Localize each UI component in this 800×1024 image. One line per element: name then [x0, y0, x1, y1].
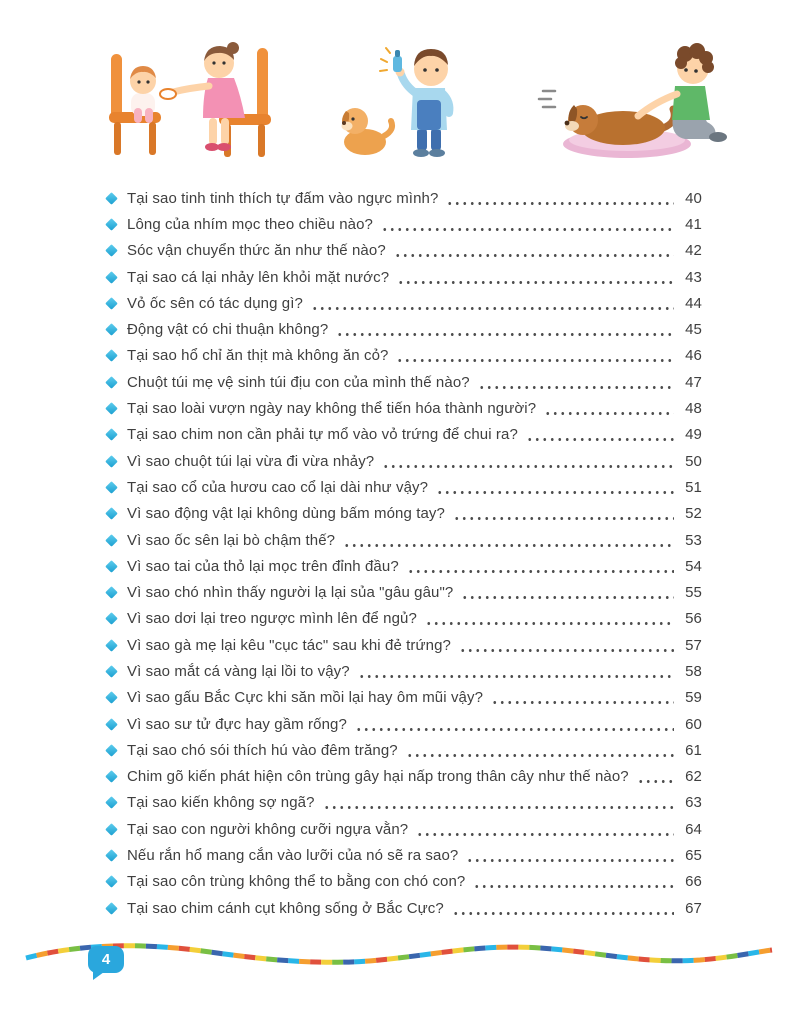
toc-entry	[104, 527, 702, 553]
diamond-bullet-icon	[105, 691, 118, 704]
dot-leader	[397, 281, 674, 284]
toc-entry-title: Lông của nhím mọc theo chiều nào?	[127, 215, 373, 233]
diamond-bullet-icon	[105, 507, 118, 520]
toc-entry-page: 40	[685, 189, 702, 207]
toc-entry	[104, 211, 702, 237]
toc-entry-title: Chim gõ kiến phát hiện côn trùng gây hại nấp trong thân cây như thế nào?	[127, 768, 629, 786]
diamond-bullet-icon	[105, 323, 118, 336]
boy-with-puppy-illustration	[335, 36, 475, 162]
toc-entry-title: Vì sao ốc sên lại bò chậm thế?	[127, 531, 336, 549]
diamond-bullet-icon	[105, 192, 118, 205]
dot-leader	[461, 596, 674, 599]
toc-entry-page: 66	[685, 873, 702, 891]
toc-entry-title: Nếu rắn hổ mang cắn vào lưỡi của nó sẽ ra sao?	[127, 847, 459, 865]
dot-leader	[382, 465, 674, 468]
toc-entry	[104, 685, 702, 711]
toc-entry-page: 42	[685, 242, 702, 260]
footer-wave-decoration	[20, 934, 780, 978]
toc-entry-title: Vì sao tai của thỏ lại mọc trên đỉnh đầu?	[127, 557, 399, 575]
dot-leader	[416, 833, 674, 836]
toc-entry	[104, 369, 702, 395]
toc-entry	[104, 185, 702, 211]
toc-entry-title: Tại sao con người không cưỡi ngựa vằn?	[127, 820, 409, 838]
dot-leader	[355, 728, 674, 731]
diamond-bullet-icon	[105, 402, 118, 415]
toc-entry-title: Tại sao chim non cần phải tự mổ vào vỏ trứng để chui ra?	[127, 426, 518, 444]
toc-entry	[104, 764, 702, 790]
toc-entry-page: 48	[685, 400, 702, 418]
dot-leader	[637, 780, 674, 783]
diamond-bullet-icon	[105, 797, 118, 810]
diamond-bullet-icon	[105, 586, 118, 599]
diamond-bullet-icon	[105, 297, 118, 310]
toc-entry-page: 61	[685, 741, 702, 759]
toc-entry-title: Vì sao động vật lại không dùng bấm móng tay?	[127, 505, 445, 523]
diamond-bullet-icon	[105, 481, 118, 494]
toc-entry-page: 63	[685, 794, 702, 812]
toc-entry-title: Sóc vận chuyển thức ăn như thế nào?	[127, 242, 386, 260]
dot-leader	[358, 675, 674, 678]
toc-entry-title: Vì sao dơi lại treo ngược mình lên để ngủ?	[127, 610, 417, 628]
diamond-bullet-icon	[105, 770, 118, 783]
toc-entry	[104, 606, 702, 632]
toc-entry-page: 50	[685, 452, 702, 470]
toc-entry-page: 53	[685, 531, 702, 549]
toc-entry-page: 51	[685, 478, 702, 496]
dot-leader	[425, 622, 674, 625]
toc-entry-title: Vì sao gà mẹ lại kêu "cục tác" sau khi đẻ trứng?	[127, 636, 451, 654]
toc-entry	[104, 501, 702, 527]
toc-entry-page: 59	[685, 689, 702, 707]
toc-entry-title: Vì sao chó nhìn thấy người lạ lại sủa "gâu gâu"?	[127, 584, 454, 602]
diamond-bullet-icon	[105, 218, 118, 231]
dot-leader	[459, 649, 674, 652]
diamond-bullet-icon	[105, 560, 118, 573]
dot-leader	[544, 412, 674, 415]
toc-entry	[104, 790, 702, 816]
toc-entry	[104, 343, 702, 369]
toc-entry-page: 54	[685, 557, 702, 575]
toc-entry-page: 44	[685, 294, 702, 312]
dot-leader	[311, 307, 674, 310]
toc-entry-page: 64	[685, 820, 702, 838]
dot-leader	[452, 912, 674, 915]
toc-entry-page: 49	[685, 426, 702, 444]
toc-entry-page: 43	[685, 268, 702, 286]
diamond-bullet-icon	[105, 823, 118, 836]
toc-entry	[104, 895, 702, 921]
toc-entry-title: Tại sao hổ chỉ ăn thịt mà không ăn cỏ?	[127, 347, 389, 365]
diamond-bullet-icon	[105, 534, 118, 547]
diamond-bullet-icon	[105, 639, 118, 652]
toc-entry	[104, 264, 702, 290]
dot-leader	[478, 386, 674, 389]
toc-entry-page: 47	[685, 373, 702, 391]
toc-entry	[104, 711, 702, 737]
page-number-badge	[88, 946, 124, 973]
dot-leader	[381, 228, 674, 231]
dot-leader	[396, 359, 674, 362]
dot-leader	[473, 885, 674, 888]
diamond-bullet-icon	[105, 849, 118, 862]
toc-entry-title: Tại sao tinh tinh thích tự đấm vào ngực mình?	[127, 189, 439, 207]
toc-entry	[104, 658, 702, 684]
mother-feeding-child-illustration	[105, 36, 275, 162]
diamond-bullet-icon	[105, 428, 118, 441]
dot-leader	[446, 202, 674, 205]
toc-entry	[104, 632, 702, 658]
toc-entry-title: Vì sao chuột túi lại vừa đi vừa nhảy?	[127, 452, 375, 470]
diamond-bullet-icon	[105, 455, 118, 468]
diamond-bullet-icon	[105, 244, 118, 257]
toc-list	[104, 185, 702, 921]
toc-entry-title: Vì sao gấu Bắc Cực khi săn mồi lại hay ôm mũi vậy?	[127, 689, 484, 707]
toc-entry-title: Tại sao chim cánh cụt không sống ở Bắc Cực?	[127, 899, 444, 917]
page-number: 4	[101, 951, 111, 968]
toc-entry-title: Vì sao sư tử đực hay gầm rống?	[127, 715, 347, 733]
diamond-bullet-icon	[105, 271, 118, 284]
toc-entry-page: 62	[685, 768, 702, 786]
toc-entry-page: 60	[685, 715, 702, 733]
toc-entry	[104, 422, 702, 448]
toc-entry-title: Tại sao cá lại nhảy lên khỏi mặt nước?	[127, 268, 390, 286]
dot-leader	[436, 491, 674, 494]
dot-leader	[466, 859, 674, 862]
toc-entry-page: 67	[685, 899, 702, 917]
speech-bubble-tail-icon	[93, 972, 104, 980]
toc-entry-page: 45	[685, 321, 702, 339]
diamond-bullet-icon	[105, 744, 118, 757]
toc-entry-page: 55	[685, 584, 702, 602]
toc-entry-page: 58	[685, 662, 702, 680]
toc-entry-title: Vì sao mắt cá vàng lại lồi to vậy?	[127, 662, 350, 680]
toc-entry	[104, 448, 702, 474]
toc-entry-page: 52	[685, 505, 702, 523]
toc-entry-title: Tại sao loài vượn ngày nay không thể tiến hóa thành người?	[127, 400, 537, 418]
toc-entry-title: Tại sao côn trùng không thể to bằng con chó con?	[127, 873, 466, 891]
diamond-bullet-icon	[105, 613, 118, 626]
toc-entry-title: Chuột túi mẹ vệ sinh túi địu con của mình thế nào?	[127, 373, 470, 391]
toc-entry-title: Động vật có chi thuận không?	[127, 321, 329, 339]
dot-leader	[491, 701, 674, 704]
toc-entry-page: 41	[685, 215, 702, 233]
toc-entry-page: 56	[685, 610, 702, 628]
toc-entry	[104, 316, 702, 342]
toc-entry	[104, 869, 702, 895]
toc-entry-page: 65	[685, 847, 702, 865]
dot-leader	[394, 254, 674, 257]
child-petting-dog-illustration	[535, 36, 745, 162]
diamond-bullet-icon	[105, 875, 118, 888]
toc-entry	[104, 290, 702, 316]
toc-entry	[104, 842, 702, 868]
diamond-bullet-icon	[105, 665, 118, 678]
toc-entry	[104, 238, 702, 264]
dot-leader	[343, 544, 674, 547]
toc-entry-title: Tại sao kiến không sợ ngã?	[127, 794, 315, 812]
toc-entry	[104, 395, 702, 421]
dot-leader	[453, 517, 674, 520]
dot-leader	[406, 754, 674, 757]
toc-entry	[104, 474, 702, 500]
dot-leader	[336, 333, 674, 336]
toc-entry-page: 46	[685, 347, 702, 365]
toc-entry-title: Tại sao cổ của hươu cao cổ lại dài như vậy?	[127, 478, 429, 496]
diamond-bullet-icon	[105, 376, 118, 389]
toc-entry	[104, 737, 702, 763]
toc-entry	[104, 579, 702, 605]
toc-entry	[104, 553, 702, 579]
toc-entry	[104, 816, 702, 842]
diamond-bullet-icon	[105, 718, 118, 731]
dot-leader	[526, 438, 674, 441]
header-illustrations	[105, 36, 745, 162]
dot-leader	[323, 806, 674, 809]
diamond-bullet-icon	[105, 902, 118, 915]
toc-entry-title: Tại sao chó sói thích hú vào đêm trăng?	[127, 741, 398, 759]
dot-leader	[407, 570, 674, 573]
diamond-bullet-icon	[105, 350, 118, 363]
toc-entry-title: Vỏ ốc sên có tác dụng gì?	[127, 294, 303, 312]
toc-entry-page: 57	[685, 636, 702, 654]
